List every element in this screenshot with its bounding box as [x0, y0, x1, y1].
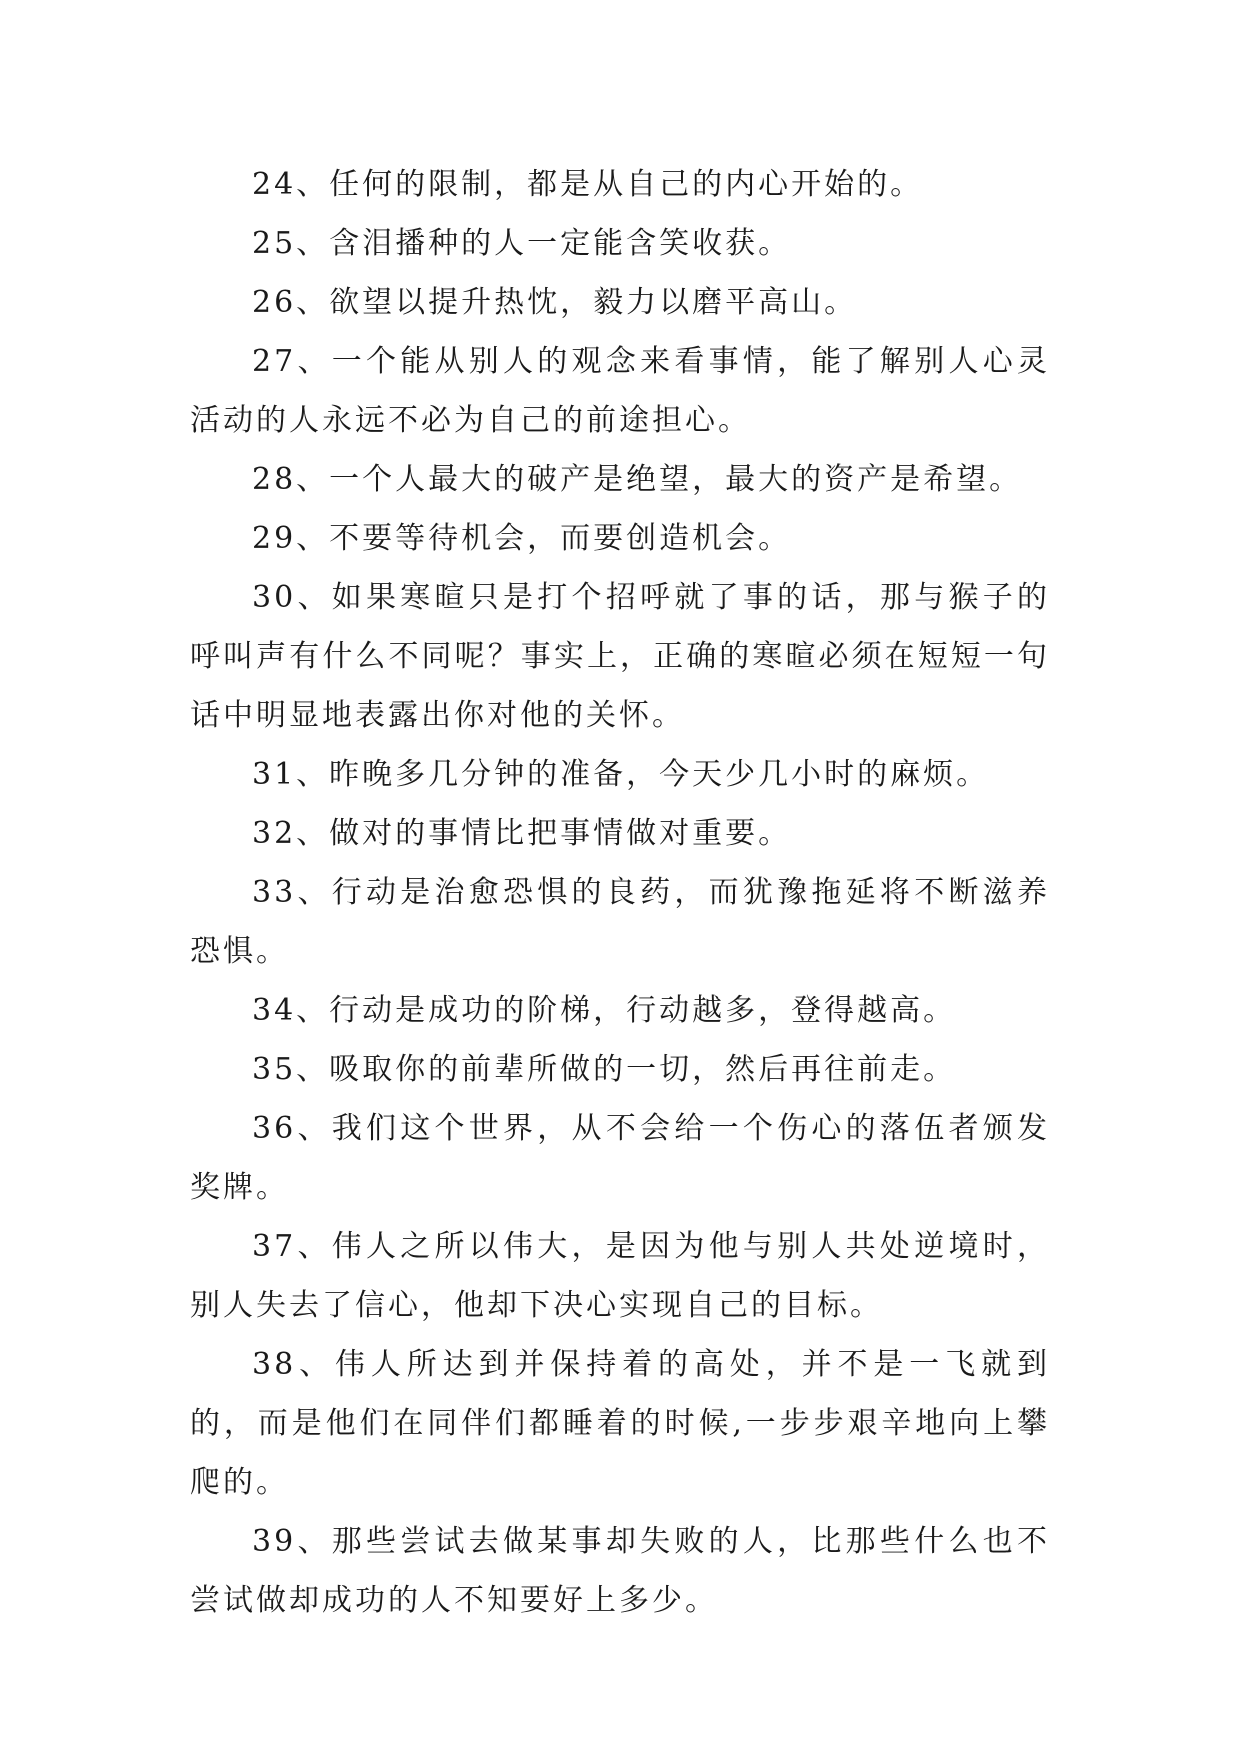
quote-paragraph-37: 37、伟人之所以伟大，是因为他与别人共处逆境时，别人失去了信心，他却下决心实现自己的目标。 — [190, 1229, 1050, 1323]
quote-paragraph-29: 29、不要等待机会，而要创造机会。 — [252, 521, 792, 556]
quote-paragraph-32: 32、做对的事情比把事情做对重要。 — [252, 816, 792, 851]
quote-paragraph-28: 28、一个人最大的破产是绝望，最大的资产是希望。 — [252, 462, 1023, 497]
quote-paragraph-36: 36、我们这个世界，从不会给一个伤心的落伍者颁发奖牌。 — [190, 1111, 1050, 1205]
quote-paragraph-26: 26、欲望以提升热忱，毅力以磨平高山。 — [252, 285, 858, 320]
quote-paragraph-31: 31、昨晚多几分钟的准备，今天少几小时的麻烦。 — [252, 757, 990, 792]
quote-paragraph-30: 30、如果寒暄只是打个招呼就了事的话，那与猴子的呼叫声有什么不同呢？事实上，正确的寒暄必须在短短一句话中明显地表露出你对他的关怀。 — [190, 580, 1050, 733]
quote-paragraph-34: 34、行动是成功的阶梯，行动越多，登得越高。 — [252, 993, 957, 1028]
document-body — [190, 155, 1050, 1630]
quote-paragraph-39: 39、那些尝试去做某事却失败的人，比那些什么也不尝试做却成功的人不知要好上多少。 — [190, 1524, 1050, 1618]
quote-paragraph-27: 27、一个能从别人的观念来看事情，能了解别人心灵活动的人永远不必为自己的前途担心。 — [190, 344, 1050, 438]
quote-paragraph-35: 35、吸取你的前辈所做的一切，然后再往前走。 — [252, 1052, 957, 1087]
quote-paragraph-24: 24、任何的限制，都是从自己的内心开始的。 — [252, 167, 924, 202]
quote-paragraph-25: 25、含泪播种的人一定能含笑收获。 — [252, 226, 792, 261]
quote-paragraph-38: 38、伟人所达到并保持着的高处，并不是一飞就到的，而是他们在同伴们都睡着的时候,一步步艰辛地向上攀爬的。 — [190, 1347, 1050, 1500]
quote-paragraph-33: 33、行动是治愈恐惧的良药，而犹豫拖延将不断滋养恐惧。 — [190, 875, 1050, 969]
